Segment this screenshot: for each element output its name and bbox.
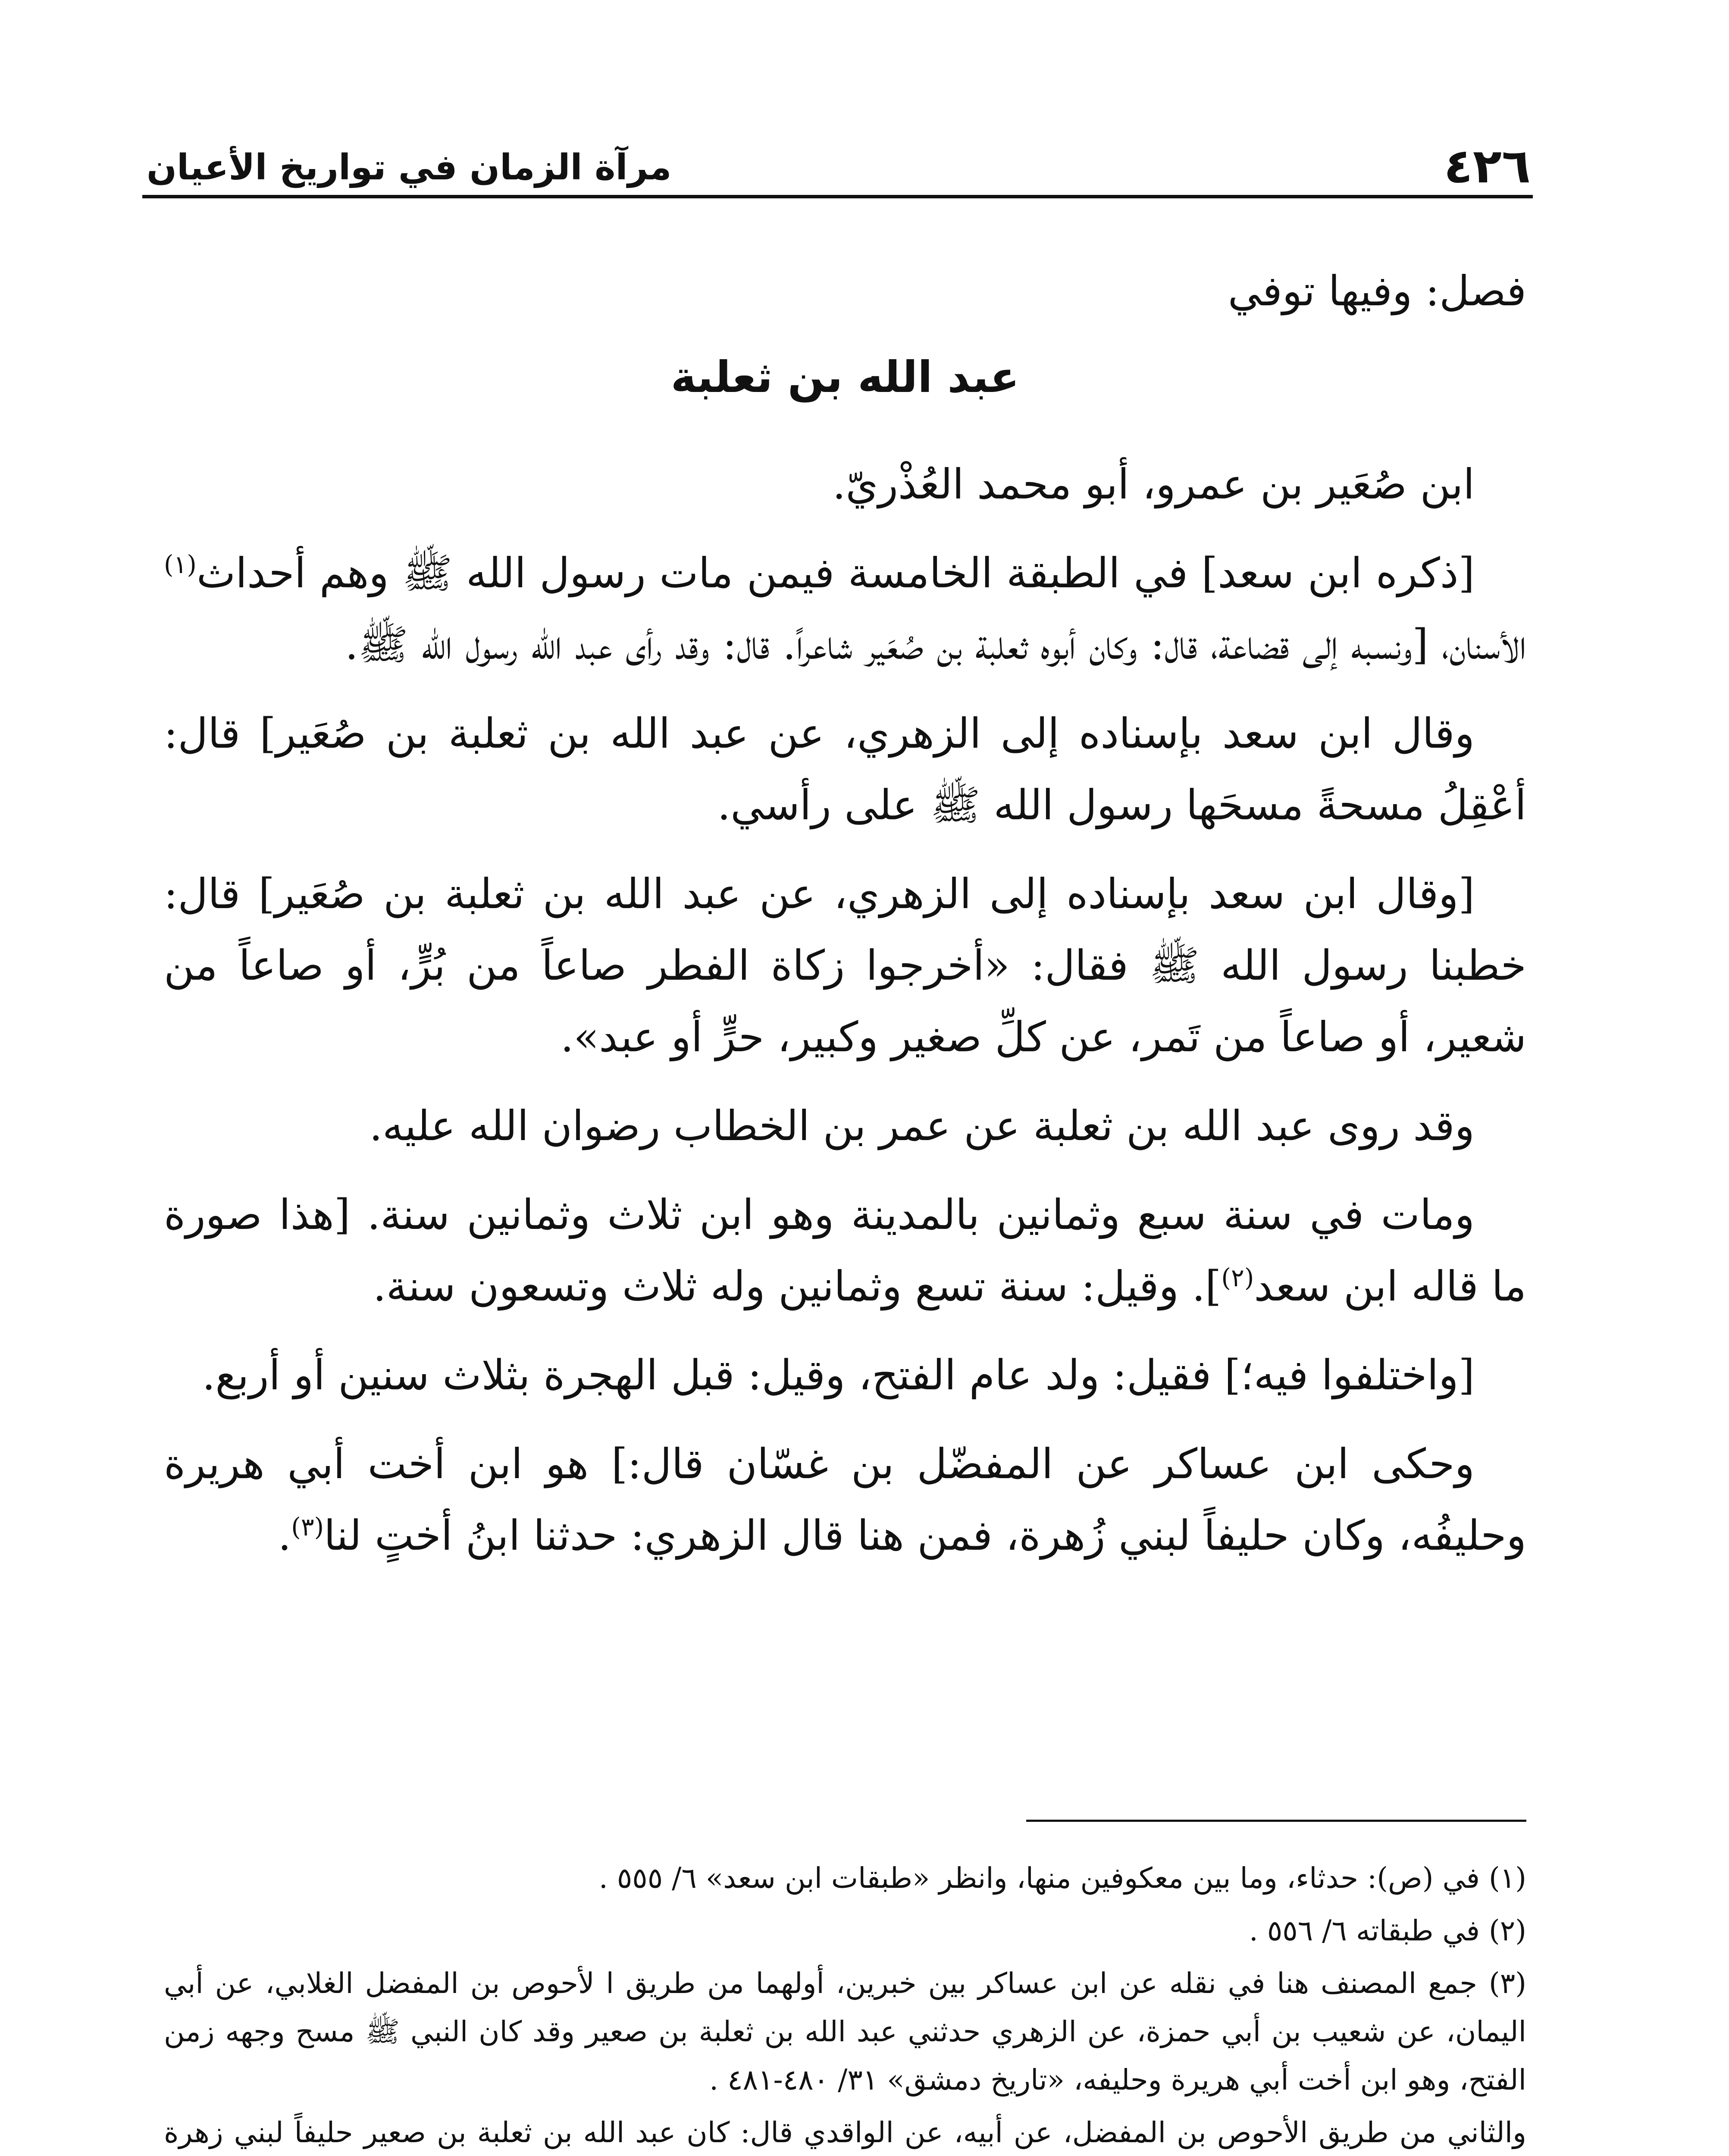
paragraph-riwaya: وقد روى عبد الله بن ثعلبة عن عمر بن الخطاب رضوان الله عليه. (369, 1102, 1475, 1150)
page-number: ٤٢٦ (1444, 138, 1531, 194)
paragraph-ibn-saad-line2: الأسنان، [ونسبه إلى قضاعة، قال: وكان أبوه ثعلبة بن صُعَير شاعراً. قال: وقد رأى عبد الله رسول الله ﷺ. (345, 620, 1526, 669)
header-rule (142, 195, 1533, 198)
footnotes (164, 1854, 1526, 2156)
footnote-3-continued: والثاني من طريق الأحوص بن المفضل، عن أبيه، عن الواقدي قال: كان عبد الله بن ثعلبة بن صعير حليفاً لبني زهرة (164, 2116, 1526, 2149)
footnote-ref-2: (٢) (1221, 1263, 1254, 1292)
running-header (147, 108, 1531, 194)
footnote-1: (١) في (ص): حدثاء، وما بين معكوفين منها، وانظر «طبقات ابن سعد» ٦/ ٥٥٥ . (598, 1861, 1526, 1895)
paragraph-zakat: [وقال ابن سعد بإسناده إلى الزهري، عن عبد الله بن ثعلبة بن صُعَير] قال: خطبنا رسول الله ﷺ فقال: «أخرجوا زكاة الفطر صاعاً من بُرٍّ، أو صاعاً من شعير، أو صاعاً من تَمر، عن كلِّ صغير وكبير، حرٍّ أو عبد». (164, 870, 1526, 1061)
footnote-ref-3: (٣) (291, 1513, 324, 1542)
footnote-rule (1026, 1820, 1526, 1822)
biography-title: عبد الله بن ثعلبة (670, 352, 1020, 402)
paragraph-death (164, 1179, 1526, 1322)
paragraph-ibn-asakir: وحكى ابن عساكر عن المفضّل بن غسّان قال:] هو ابن أخت أبي هريرة وحليفُه، وكان حليفاً لبني زُهرة، فمن هنا قال الزهري: حدثنا ابنُ أختٍ لنا$^{(٣)}$. (164, 1440, 1526, 1560)
paragraph-ibn-saad (164, 537, 1526, 680)
paragraph-lineage: ابن صُعَير بن عمرو، أبو محمد العُذْريّ. (832, 460, 1475, 508)
footnote-3: (٣) جمع المصنف هنا في نقله عن ابن عساكر بين خبرين، أولهما من طريق ا لأحوص بن المفضل الغلابي، عن أبي اليمان، عن شعيب بن أبي حمزة، عن الزهري حدثني عبد الله بن ثعلبة بن صعير وقد كان النبي ﷺ مسح وجهه زمن الفتح، وهو ابن أخت أبي هريرة وحليفه، «تاريخ دمشق» ٣١/ ٤٨٠-٤٨١ . (164, 1967, 1526, 2096)
book-title: مرآة الزمان في تواريخ الأعيان (147, 147, 672, 188)
death-text-b: ]. وقيل: سنة تسع وثمانين وله ثلاث وتسعون سنة. (373, 1262, 1222, 1310)
death-text-a: ومات في سنة سبع وثمانين بالمدينة وهو ابن ثلاث وثمانين سنة. [هذا صورة ما قاله ابن سعد (164, 1191, 1526, 1310)
footnote-ref-1: (١) (164, 550, 197, 579)
main-text (164, 259, 1526, 1589)
section-heading: فصل: وفيها توفي (1228, 267, 1526, 315)
paragraph-dispute: [واختلفوا فيه؛] فقيل: ولد عام الفتح، وقيل: قبل الهجرة بثلاث سنين أو أربع. (202, 1351, 1475, 1399)
footnote-2: (٢) في طبقاته ٦/ ٥٥٦ . (1249, 1914, 1526, 1947)
ibn-asakir-text: وحكى ابن عساكر عن المفضّل بن غسّان قال:] هو ابن أخت أبي هريرة وحليفُه، وكان حليفاً لبني زُهرة، فمن هنا قال الزهري: حدثنا ابنُ أختٍ لنا (164, 1440, 1526, 1560)
paragraph-ibn-saad-line1: [ذكره ابن سعد] في الطبقة الخامسة فيمن مات رسول الله ﷺ وهم أحداث (196, 549, 1475, 597)
paragraph-mashaha: وقال ابن سعد بإسناده إلى الزهري، عن عبد الله بن ثعلبة بن صُعَير] قال: أعْقِلُ مسحةً مسحَها رسول الله ﷺ على رأسي. (164, 709, 1526, 829)
